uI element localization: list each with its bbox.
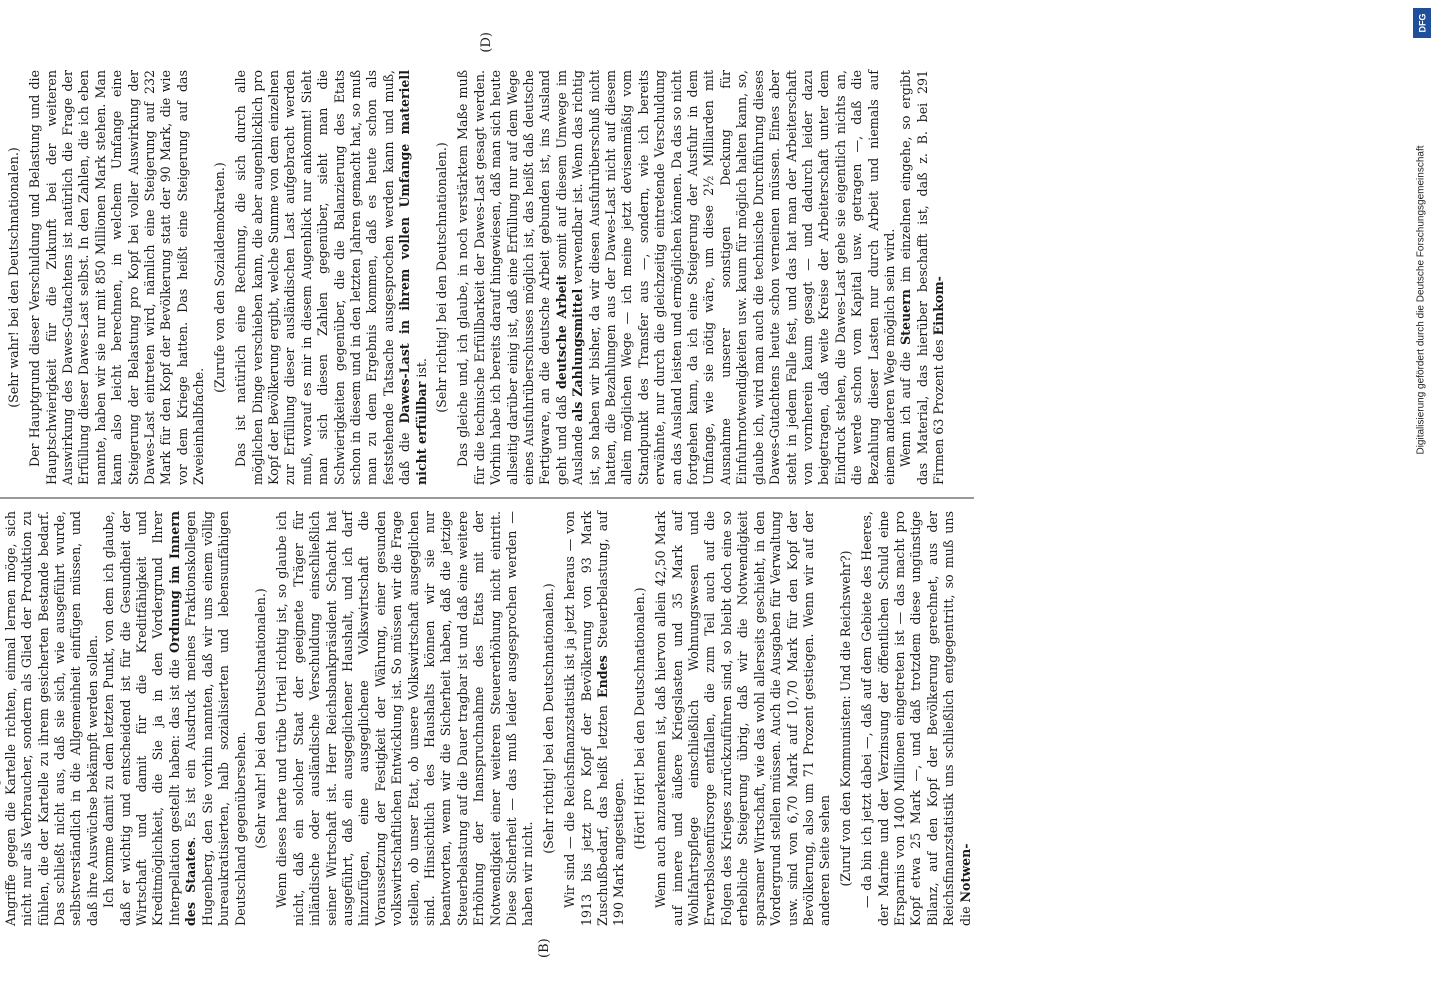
- paragraph: Wenn auch anzuerkennen ist, daß hiervon allein 42,50 Mark auf innere und äußere Kriegslasten und 35 Mark auf Wohlfahrtspflege einschließlich Wohnungswesen und Erwerbslosenfürsorge entfallen, die zum Teil auch auf die Folgen des Krieges zurückzuführen sind, so bleibt doch eine so erhebliche Steigerung übrig, daß wir die Notwendigkeit sparsamer Wirtschaft, wie das wohl allerseits geschieht, in den Vordergrund stellen müssen. Auch die Ausgaben für Verwaltung usw. sind von 6,70 Mark auf 10,70 Mark für den Kopf der Bevölkerung, also um 71 Prozent gestiegen. Wenn wir auf der anderen Seite sehen: [653, 511, 833, 926]
- text-columns: [0, 70, 974, 926]
- paragraph: Das gleiche und, ich glaube, in noch verstärktem Maße muß für die technische Erfüllbarkeit der Dawes-Last gesagt werden. Vorhin habe ich bereits darauf hingewiesen, daß man sich heute allseitig darüber einig ist, daß eine Erfüllung nur auf dem Wege eines Ausfuhrüberschusses möglich ist, das heißt daß deutsche Fertigware, an die deutsche Arbeit gebunden ist, ins Ausland geht und daß deutsche Arbeit somit auf diesem Umwege im Auslande als Zahlungsmittel verwendbar ist. Wenn das richtig ist, so haben wir bisher, da wir diesen Ausfuhrüberschuß nicht hatten, die Bezahlungen aus der Dawes-Last nicht auf diesem allein möglichen Wege — ich meine jetzt devisenmäßig vom Standpunkt des Transfer aus —, sondern, wie ich bereits erwähnte, nur durch die gleichzeitig eintretende Verschuldung an das Ausland leisten und ermöglichen können. Da das so nicht fortgehen kann, da ich eine Steigerung der Ausfuhr in dem Umfange, wie sie nötig wäre, um diese 2½ Milliarden mit Ausnahme unserer sonstigen Deckung für Einfuhrnotwendigkeiten usw. kaum für möglich halten kann, so, glaube ich, wird man auch die technische Durchführung dieses Dawes-Gutachtens heute schon verneinen müssen. Eines aber steht in jedem Falle fest, und das hat man der Arbeiterschaft von vornherein kaum gesagt — und dadurch leider dazu beigetragen, daß weite Kreise der Arbeiterschaft unter dem Eindruck stehen, die Dawes-Last gehe sie eigentlich nichts an, die werde schon vom Kapital usw. getragen —, daß die Bezahlung dieser Lasten nur durch Arbeit und niemals auf einem anderen Wege möglich sein wird.: [455, 69, 897, 485]
- paragraph: Angriffe gegen die Kartelle richten, einmal lernen möge, sich nicht nur als Verbraucher, sondern als Glied der Produktion zu fühlen, die der Kartelle zu ihrem gesicherten Bestande bedarf. Das schließt nicht aus, daß sie sich, wie ausgeführt wurde, selbstverständlich in die Allgemeinheit einfügen müssen, und daß ihre Auswüchse bekämpft werden sollen.: [2, 511, 100, 926]
- interjection: (Zurufe von den Sozialdemokraten.): [211, 162, 227, 393]
- paragraph: Das ist natürlich eine Rechnung, die sich durch alle möglichen Dinge verschieben kann, die aber augenblicklich pro Kopf der Bevölkerung ergibt, welche Summe von dem einzelnen zur Erfüllung dieser ausländischen Last aufgebracht werden muß, worauf es mir in diesem Augenblick nur ankommt! Sieht man sich diesen Zahlen gegenüber, sieht man die Schwierigkeiten gegenüber, die die Balanzierung des Etats schon in diesem und in den letzten Jahren gemacht hat, so muß man zu dem Ergebnis kommen, daß es heute schon als feststehende Tatsache ausgesprochen werden kann und muß, daß die Dawes-Last in ihrem vollen Umfange materiell nicht erfüllbar ist.: [233, 70, 429, 485]
- paragraph: [0, 70, 2, 485]
- margin-mark-b: (B): [537, 938, 552, 958]
- dfg-logo: DFG: [1413, 8, 1431, 38]
- paragraph: Wenn ich auf die Steuern im einzelnen eingehe, so ergibt das Material, das hierüber beschafft ist, daß z. B. bei 291 Firmen 63 Prozent des Einkom-: [898, 70, 947, 485]
- dfg-credit: [1408, 0, 1434, 1000]
- paragraph: Wenn dieses harte und trübe Urteil richtig ist, so glaube ich nicht, daß ein solcher Staat der geeignete Träger für inländische oder ausländische Verschuldung einschließlich seiner Wirtschaft ist. Herr Reichsbankpräsident Schacht hat ausgeführt, daß ein ausgeglichener Haushalt, und ich darf hinzufügen, eine ausgeglichene Volkswirtschaft die Voraussetzung der Festigkeit der Währung, einer gesunden volkswirtschaftlichen Entwicklung ist. So müssen wir die Frage stellen, ob unser Etat, ob unsere Volkswirtschaft ausgeglichen sind. Hinsichtlich des Haushalts können wir sie nur beantworten, wenn wir die Sicherheit haben, daß die jetzige Steuerbelastung auf die Dauer tragbar ist und daß eine weitere Erhöhung der Inanspruchnahme des Etats mit der Notwendigkeit einer weiteren Steuererhöhung nicht eintritt. Diese Sicherheit — das muß leider ausgesprochen werden — haben wir nicht.: [274, 511, 536, 926]
- interjection: (Sehr richtig! bei den Deutschnationalen.): [433, 142, 449, 413]
- interjection: (Hört! Hört! bei den Deutschnationalen.): [631, 587, 647, 850]
- margin-mark-d: (D): [479, 32, 494, 53]
- interjection: (Sehr richtig! bei den Deutschnationalen.): [540, 583, 556, 854]
- left-column: [0, 511, 974, 926]
- left-column-text: [0, 511, 974, 926]
- paragraph: Der Hauptgrund dieser Verschuldung und Belastung und die Hauptschwierigkeit für die Zukunft bei der weiteren Auswirkung des Dawes-Gutachtens ist natürlich die Frage der Erfüllung dieser Dawes-Last selbst. In den Zahlen, die ich eben nannte, haben wir sie nur mit 850 Millionen Mark stehen. Man kann also leicht berechnen, in welchem Umfange eine Steigerung der Belastung pro Kopf bei voller Auswirkung der Dawes-Last eintreten wird, nämlich eine Steigerung auf 232 Mark für den Kopf der Bevölkerung statt der 90 Mark, die wie vor dem Kriege hatten. Das heißt eine Steigerung auf das Zweieinhalbfache.: [27, 70, 207, 485]
- interjection: (Sehr wahr! bei den Deutschnationalen.): [252, 588, 268, 849]
- right-column-text: [0, 70, 948, 485]
- column-divider: [0, 498, 974, 499]
- paragraph: — da bin ich jetzt dabei —, daß auf dem Gebiete des Heeres, der Marine und der Verzinsung der öffentlichen Schuld eine Ersparnis von 1400 Millionen eingetreten ist — das macht pro Kopf etwa 25 Mark —, und daß trotzdem diese ungünstige Bilanz, auf den Kopf der Bevölkerung gerechnet, aus der Reichsfinanzstatistik uns schließlich entgegentritt, so muß uns die Notwen-: [859, 511, 973, 926]
- right-column: [0, 70, 974, 485]
- credit-text: Digitalisierung gefördert durch die Deutsche Forschungsgemeinschaft: [1415, 145, 1427, 455]
- paragraph: Wir sind — die Reichsfinanzstatistik ist ja jetzt heraus — von 1913 bis jetzt pro Kopf der Bevölkerung von 93 Mark Zuschußbedarf, das heißt letzten Endes Steuerbelastung, auf 190 Mark angestiegen.: [562, 511, 627, 926]
- paragraph: Ich komme damit zu dem letzten Punkt, von dem ich glaube, daß er wichtig und entscheidend ist für die Gesundheit der Wirtschaft und damit für die Kreditfähigkeit und Kreditmöglichkeit, die Sie ja in den Vordergrund Ihrer Interpellation gestellt haben: das ist die Ordnung im Innern des Staates. Es ist ein Ausdruck meines Fraktionskollegen Hugenberg, den Sie vorhin nannten, daß wir uns einem völlig bureaukratisierten, halb sozialisierten und lebensunfähigen Deutschland gegenübersehen.: [101, 511, 248, 926]
- interjection: (Zuruf von den Kommunisten: Und die Reichswehr?): [837, 550, 853, 887]
- document-page: [0, 30, 1223, 970]
- interjection: (Sehr wahr! bei den Deutschnationalen.): [5, 147, 21, 408]
